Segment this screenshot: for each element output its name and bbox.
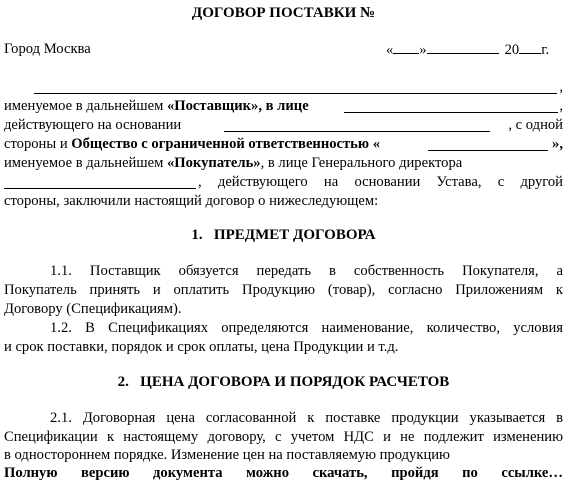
preamble-line-2: именуемое в дальнейшем «Поставщик», в лице , [4, 98, 563, 114]
section-1-heading: 1. ПРЕДМЕТ ДОГОВОРА [191, 227, 376, 243]
download-full-version-link[interactable]: Полную версию документа можно скачать, пройдя по ссылке… [4, 465, 563, 481]
title-text: ДОГОВОР ПОСТАВКИ № [191, 5, 376, 21]
month-blank [427, 40, 499, 54]
supplier-name-blank [34, 80, 557, 94]
clause-1-2-line-1: 1.2. В Спецификациях определяются наименование, количество, условия [50, 320, 563, 336]
document-title [4, 4, 563, 23]
buyer-director-blank [4, 175, 196, 189]
clause-1-1-line-2: Покупатель принять и оплатить Продукцию (товар), согласно Приложениям к [4, 282, 563, 298]
buyer-name-blank [428, 137, 548, 151]
clause-1-2-line-2: и срок поставки, порядок и срок оплаты, цена Продукции и т.д. [4, 339, 399, 355]
buyer-role: «Покупатель» [166, 155, 261, 171]
preamble-line-6: , действующего на основании Устава, с другой [4, 173, 563, 192]
city-date-row [4, 40, 563, 59]
date-field: « » 20 г. [386, 42, 550, 58]
supplier-basis-blank [224, 118, 490, 132]
supplier-rep-blank [344, 99, 558, 113]
preamble-line-5: именуемое в дальнейшем «Покупатель», в лице Генерального директора [4, 155, 463, 171]
clause-2-1-line-2: Спецификации к настоящему договору, с учетом НДС и не подлежит изменению [4, 429, 563, 445]
preamble-line-3: действующего на основании , с одной [4, 117, 563, 133]
clause-1-1-line-3: Договору (Спецификациям). [4, 301, 182, 317]
clause-1-1-line-1: 1.1. Поставщик обязуется передать в собственность Покупателя, а [50, 263, 563, 279]
preamble-line-4: стороны и Общество с ограниченной ответственностью « », [4, 136, 563, 152]
clause-2-1-line-3: в одностороннем порядке. Изменение цен на поставляемую продукцию [4, 447, 450, 463]
supplier-role: «Поставщик» [166, 98, 259, 114]
city-label: Город Москва [4, 41, 91, 57]
buyer-company: Общество с ограниченной ответственностью « [71, 136, 380, 152]
section-2-heading: 2. ЦЕНА ДОГОВОРА И ПОРЯДОК РАСЧЕТОВ [117, 374, 450, 390]
preamble-line-7: стороны, заключили настоящий договор о нижеследующем: [4, 193, 379, 209]
clause-2-1-line-1: 2.1. Договорная цена согласованной к поставке продукции указывается в [50, 410, 563, 426]
year-blank [519, 40, 541, 54]
preamble-line-1: , [4, 78, 563, 97]
day-blank [393, 40, 419, 54]
